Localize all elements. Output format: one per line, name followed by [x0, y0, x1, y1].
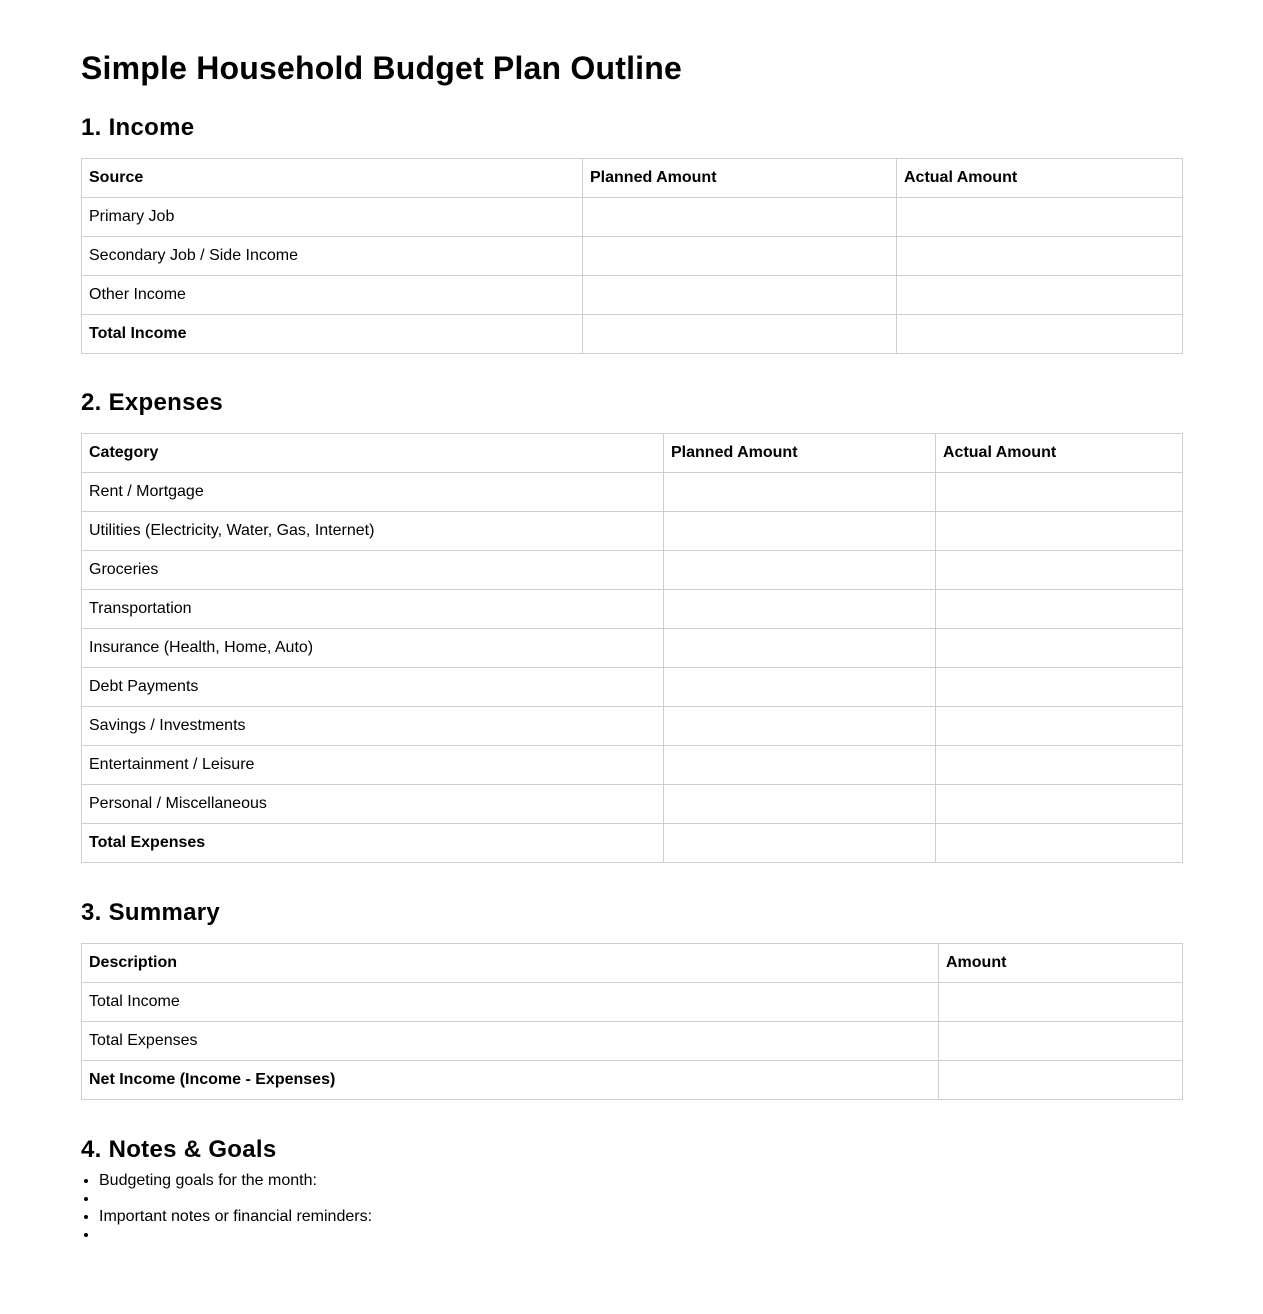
table-row — [82, 551, 1183, 590]
planned-amount-cell[interactable] — [583, 276, 897, 315]
table-header-row — [82, 159, 1183, 198]
table-header-row — [82, 434, 1183, 473]
table-row — [82, 237, 1183, 276]
income-table — [81, 158, 1183, 354]
amount-cell[interactable] — [939, 983, 1183, 1022]
table-row — [82, 473, 1183, 512]
actual-amount-cell[interactable] — [936, 551, 1183, 590]
column-header: Actual Amount — [897, 159, 1183, 198]
planned-amount-cell[interactable] — [583, 198, 897, 237]
actual-amount-cell[interactable] — [936, 473, 1183, 512]
table-row — [82, 707, 1183, 746]
column-header: Description — [82, 944, 939, 983]
table-row — [82, 668, 1183, 707]
amount-cell[interactable] — [939, 1061, 1183, 1100]
column-header: Source — [82, 159, 583, 198]
table-row — [82, 1022, 1183, 1061]
actual-amount-cell[interactable] — [936, 629, 1183, 668]
table-header-row — [82, 944, 1183, 983]
table-row — [82, 590, 1183, 629]
table-row — [82, 198, 1183, 237]
row-label: Total Expenses — [82, 824, 664, 863]
planned-amount-cell[interactable] — [664, 668, 936, 707]
planned-amount-cell[interactable] — [664, 746, 936, 785]
actual-amount-cell[interactable] — [936, 590, 1183, 629]
list-item[interactable] — [99, 1226, 1182, 1244]
planned-amount-cell[interactable] — [664, 824, 936, 863]
column-header: Planned Amount — [583, 159, 897, 198]
actual-amount-cell[interactable] — [936, 746, 1183, 785]
expenses-heading: 2. Expenses — [81, 389, 224, 416]
planned-amount-cell[interactable] — [664, 473, 936, 512]
row-label: Insurance (Health, Home, Auto) — [82, 629, 664, 668]
actual-amount-cell[interactable] — [936, 668, 1183, 707]
actual-amount-cell[interactable] — [936, 785, 1183, 824]
column-header: Actual Amount — [936, 434, 1183, 473]
row-label: Rent / Mortgage — [82, 473, 664, 512]
planned-amount-cell[interactable] — [664, 785, 936, 824]
list-item: • Budgeting goals for the month: — [99, 1172, 1182, 1190]
actual-amount-cell[interactable] — [936, 707, 1183, 746]
row-label: Entertainment / Leisure — [82, 746, 664, 785]
table-row — [82, 983, 1183, 1022]
row-label: Other Income — [82, 276, 583, 315]
row-label: Debt Payments — [82, 668, 664, 707]
row-label: Savings / Investments — [82, 707, 664, 746]
amount-cell[interactable] — [939, 1022, 1183, 1061]
table-row — [82, 785, 1183, 824]
planned-amount-cell[interactable] — [664, 512, 936, 551]
planned-amount-cell[interactable] — [664, 707, 936, 746]
planned-amount-cell[interactable] — [664, 551, 936, 590]
summary-heading: 3. Summary — [81, 899, 221, 926]
row-label: Total Income — [82, 983, 939, 1022]
table-row — [82, 512, 1183, 551]
row-label: Net Income (Income - Expenses) — [82, 1061, 939, 1100]
actual-amount-cell[interactable] — [897, 198, 1183, 237]
notes-list — [81, 1172, 1182, 1244]
row-label: Primary Job — [82, 198, 583, 237]
planned-amount-cell[interactable] — [583, 315, 897, 354]
row-label: Secondary Job / Side Income — [82, 237, 583, 276]
notes-heading: 4. Notes & Goals — [81, 1136, 277, 1163]
planned-amount-cell[interactable] — [583, 237, 897, 276]
planned-amount-cell[interactable] — [664, 590, 936, 629]
actual-amount-cell[interactable] — [936, 512, 1183, 551]
income-heading: 1. Income — [81, 114, 195, 141]
planned-amount-cell[interactable] — [664, 629, 936, 668]
row-label: Personal / Miscellaneous — [82, 785, 664, 824]
table-row — [82, 629, 1183, 668]
actual-amount-cell[interactable] — [897, 276, 1183, 315]
expenses-table — [81, 433, 1183, 863]
row-label: Transportation — [82, 590, 664, 629]
column-header: Planned Amount — [664, 434, 936, 473]
page-title: Simple Household Budget Plan Outline — [81, 50, 683, 86]
column-header: Category — [82, 434, 664, 473]
row-label: Utilities (Electricity, Water, Gas, Internet) — [82, 512, 664, 551]
total-row — [82, 824, 1183, 863]
column-header: Amount — [939, 944, 1183, 983]
actual-amount-cell[interactable] — [897, 237, 1183, 276]
actual-amount-cell[interactable] — [936, 824, 1183, 863]
row-label: Groceries — [82, 551, 664, 590]
table-row — [82, 746, 1183, 785]
list-item: • Important notes or financial reminders: — [99, 1208, 1182, 1226]
list-item[interactable] — [99, 1190, 1182, 1208]
summary-table — [81, 943, 1183, 1100]
row-label: Total Income — [82, 315, 583, 354]
total-row — [82, 315, 1183, 354]
actual-amount-cell[interactable] — [897, 315, 1183, 354]
table-row — [82, 276, 1183, 315]
total-row — [82, 1061, 1183, 1100]
row-label: Total Expenses — [82, 1022, 939, 1061]
